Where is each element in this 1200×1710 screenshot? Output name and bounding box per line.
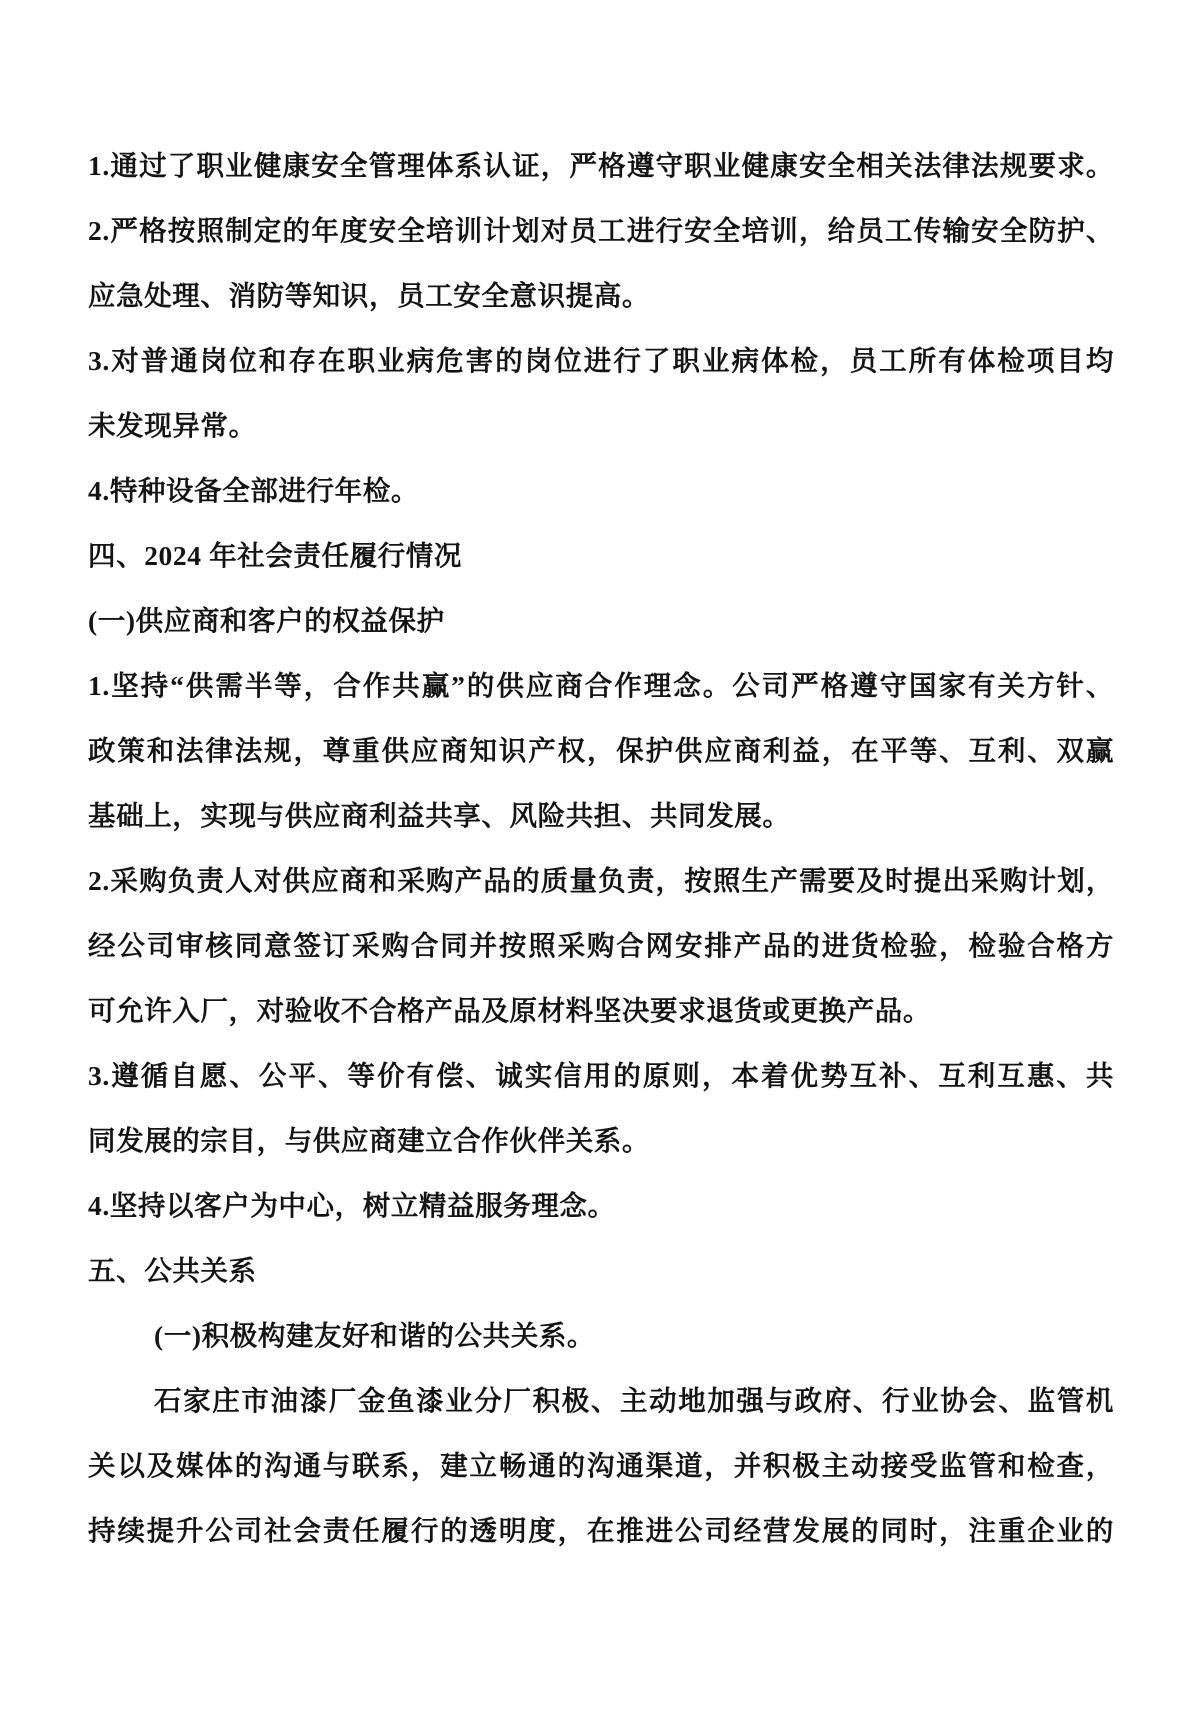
body-line: 4.坚持以客户为中心，树立精益服务理念。 (88, 1190, 616, 1221)
section-heading: 五、公共关系 (88, 1255, 257, 1286)
body-line: 2.采购负责人对供应商和采购产品的质量负责，按照生产需要及时提出采购计划， (88, 865, 1114, 896)
body-line: 应急处理、消防等知识，员工安全意识提高。 (88, 280, 650, 311)
body-line: 1.坚持“供需半等，合作共赢”的供应商合作理念。公司严格遵守国家有关方针、 (88, 670, 1114, 701)
section-heading: 四、2024 年社会责任履行情况 (88, 540, 462, 571)
body-line: 2.严格按照制定的年度安全培训计划对员工进行安全培训，给员工传输安全防护、 (88, 215, 1114, 246)
sub-heading: (一)供应商和客户的权益保护 (88, 605, 445, 636)
body-line: 同发展的宗目，与供应商建立合作伙伴关系。 (88, 1125, 650, 1156)
body-line: 持续提升公司社会责任履行的透明度，在推进公司经营发展的同时，注重企业的 (88, 1515, 1114, 1546)
body-line: 4.特种设备全部进行年检。 (88, 475, 419, 506)
body-line: 经公司审核同意签订采购合同并按照采购合网安排产品的进货检验，检验合格方 (88, 930, 1114, 961)
document-content (88, 133, 1114, 1563)
sub-heading: (一)积极构建友好和谐的公共关系。 (154, 1320, 596, 1351)
body-line: 未发现异常。 (88, 410, 257, 441)
body-line: 关以及媒体的沟通与联系，建立畅通的沟通渠道，并积极主动接受监管和检查， (88, 1450, 1114, 1481)
body-line: 可允许入厂，对验收不合格产品及原材料坚决要求退货或更换产品。 (88, 995, 931, 1026)
body-line: 3.对普通岗位和存在职业病危害的岗位进行了职业病体检，员工所有体检项目均 (88, 345, 1114, 376)
body-line: 政策和法律法规，尊重供应商知识产权，保护供应商利益，在平等、互利、双赢 (88, 735, 1114, 766)
body-line: 基础上，实现与供应商利益共享、风险共担、共同发展。 (88, 800, 791, 831)
body-line: 3.遵循自愿、公平、等价有偿、诚实信用的原则，本着优势互补、互利互惠、共 (88, 1060, 1114, 1091)
body-line: 石家庄市油漆厂金鱼漆业分厂积极、主动地加强与政府、行业协会、监管机 (154, 1385, 1114, 1416)
body-line: 1.通过了职业健康安全管理体系认证，严格遵守职业健康安全相关法律法规要求。 (88, 150, 1114, 181)
